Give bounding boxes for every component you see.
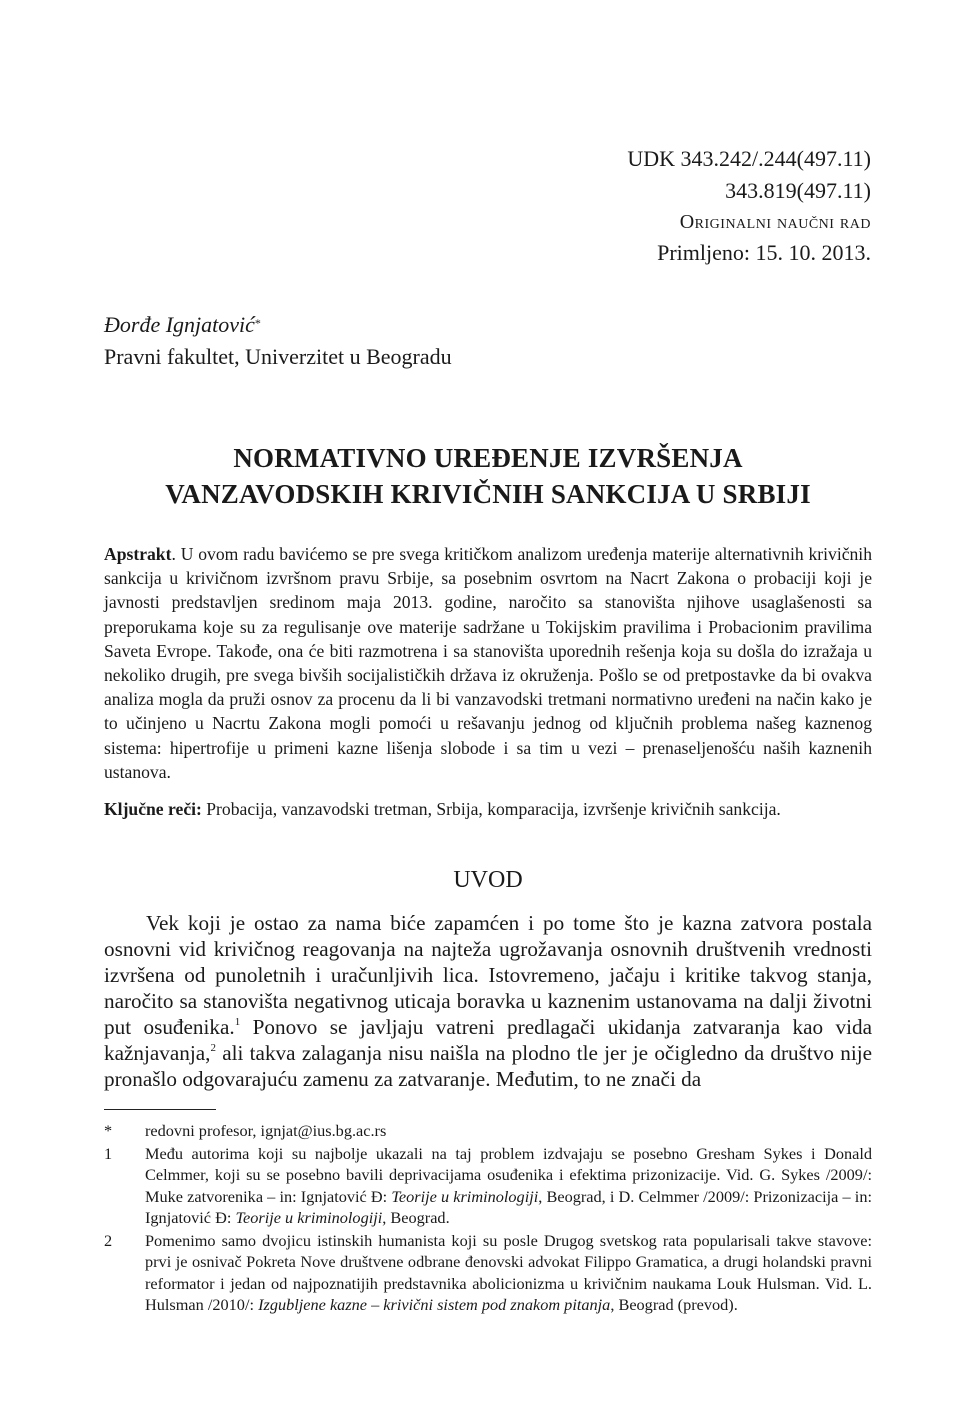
book-title: Teorije u kriminologiji [235, 1208, 383, 1227]
footnote-text-part: Među autorima koji su najbolje ukazali na taj problem izdvajaju se posebno Gresham Sykes i Donald Celmmer, koji su se posebno bavili deprivacijama osuđenika i efektima prizonizacije. Vid. G. Sykes /2009/: Muke zatvorenika – in: Ignjatović Đ: [145, 1143, 872, 1206]
paragraph-text: Vek koji je ostao za nama biće zapamćen i po tome što je kazna zatvora postala osnovni vid krivičnog reagovanja na najteža ugrožavanja osnovnih društvenih vrednosti izvršena od punoletnih i uračunljivih lica. Istovremeno, jačaju i kritike takvog stanja, naročito sa stanovišta negativnog uticaja boravka u kaznenim ustanovama na dalji životni put osuđenika. [104, 911, 872, 1039]
title-line-1: NORMATIVNO UREĐENJE IZVRŠENJA [233, 443, 743, 473]
footnote-text-part: , Beograd. [382, 1208, 450, 1227]
footnote-text: redovni profesor, ignjat@ius.bg.ac.rs [145, 1121, 387, 1140]
abstract [104, 542, 872, 784]
footnote-mark: 2 [104, 1230, 113, 1250]
keywords [104, 797, 872, 821]
received-date: Primljeno: 15. 10. 2013. [657, 240, 871, 265]
footnote-text [145, 1143, 872, 1229]
footnote-author [104, 1120, 872, 1142]
abstract-text: . U ovom radu bavićemo se pre svega kritičkom analizom uređenja materije alternativnih krivičnih sankcija u krivičnom izvršnom pravu Srbije, sa posebnim osvrtom na Nacrt Zakona o probaciji koji je javnosti predstavljen sredinom maja 2013. godine, naročito sa stanovišta njihove usaglašenosti sa preporukama koje su za regulisanje ove materije sadržane u Tokijskim pravilima i Probacionim pravilima Saveta Evrope. Takođe, ona će biti razmotrena i sa stanovišta uporednih rešenja koja su došla do izražaja u nekoliko drugih, pre svega bivših socijalističkih država iz okruženja. Pošlo se od pretpostavke da bi ovakva analiza mogla da pruži osnov za procenu da li bi vanzavodski tretmani normativno uređeni na način kako je to učinjeno u Nacrtu Zakona mogli pomoći u rešavanju jednog od ključnih problema našeg kaznenog sistema: hipertrofije u primeni kazne lišenja slobode i sa tim u vezi – prenaseljenošću naših kaznenih ustanova. [104, 544, 872, 782]
footnote-text-part: , Beograd, i D. Celmmer /2009/: Prizonizacija – in: Ignjatović Đ: [145, 1186, 872, 1227]
author-block [104, 309, 452, 373]
footnote-ref-1[interactable]: 1 [234, 1015, 241, 1028]
footnote-2 [104, 1230, 872, 1316]
author-affiliation: Pravni fakultet, Univerzitet u Beogradu [104, 344, 452, 369]
body-paragraph [104, 910, 872, 1092]
abstract-label: Apstrakt [104, 544, 172, 564]
article-type: Originalni naučni rad [679, 211, 871, 233]
footnote-text-part: Pomenimo samo dvojicu istinskih humanista koji su posle Drugog svetskog rata popularisali takve stavove: prvi je osnivač Pokreta Nove društvene odbrane đenovski advokat Filippo Gramatica, a drugi holandski pravni reformator i jedan od najpoznatijih predstavnika abolicionizma u krivičnim naukama Louk Hulsman. Vid. L. Hulsman /2010/: [145, 1230, 872, 1314]
footnote-text [145, 1230, 872, 1316]
book-title: Teorije u kriminologiji [391, 1186, 539, 1206]
footnote-text-part: , Beograd (prevod). [610, 1295, 738, 1314]
paragraph-text: ali takva zalaganja nisu naišla na plodno tle jer je očigledno da društvo nije pronašlo odgovarajuću zamenu za zatvaranje. Međutim, to ne znači da [104, 1041, 872, 1091]
section-heading: UVOD [453, 867, 523, 893]
udk-code-2: 343.819(497.11) [725, 178, 871, 203]
footnote-ref-2[interactable]: 2 [210, 1041, 216, 1054]
keywords-label: Ključne reči: [104, 799, 202, 819]
author-footnote-mark[interactable]: * [254, 316, 261, 330]
footnote-mark: 1 [104, 1143, 113, 1163]
footnote-mark: * [104, 1121, 113, 1140]
title-line-2: VANZAVODSKIH KRIVIČNIH SANKCIJA U SRBIJI [165, 479, 811, 509]
paper-title [104, 440, 872, 512]
classification-block [627, 143, 871, 269]
footnote-divider [104, 1109, 216, 1110]
footnotes [104, 1120, 872, 1317]
udk-code-1: UDK 343.242/.244(497.11) [627, 146, 871, 171]
keywords-text: Probacija, vanzavodski tretman, Srbija, komparacija, izvršenje krivičnih sankcija. [201, 799, 781, 819]
footnote-1 [104, 1143, 872, 1229]
author-name: Đorđe Ignjatović [104, 312, 255, 337]
book-title: Izgubljene kazne – krivični sistem pod znakom pitanja [258, 1295, 611, 1314]
paragraph-text: Ponovo se javljaju vatreni predlagači ukidanja zatvaranja kao vida kažnjavanja, [104, 1015, 872, 1065]
